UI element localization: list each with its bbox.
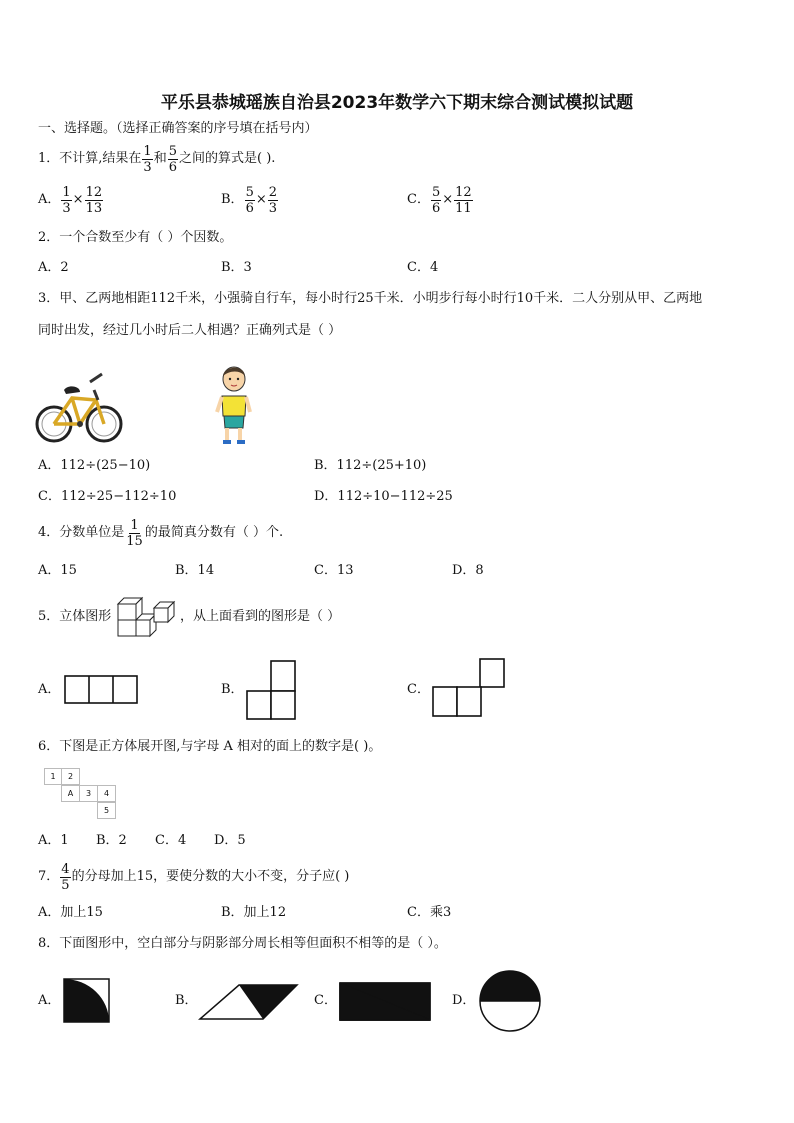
net-cell: 1 [44,768,62,785]
q7-option-c[interactable]: C．乘3 [407,905,452,920]
q3-option-b[interactable]: B．112÷(25+10) [314,458,427,473]
q4-fraction: $\frac{1}{15}$ [126,517,143,549]
q5-option-b-label[interactable]: B． [221,682,244,697]
q8-option-b-label[interactable]: B． [175,993,198,1008]
q5-option-a-label[interactable]: A． [38,682,61,697]
q8-option-d-label[interactable]: D． [452,993,476,1008]
question-4: 4．分数单位是 $\frac{1}{15}$ 的最简真分数有（ ）个. [38,517,284,549]
net-cell: 5 [97,802,116,819]
question-5-prompt: ，从上面看到的图形是（ ） [180,609,341,624]
q3-option-c[interactable]: C．112÷25−112÷10 [38,489,177,504]
bicycle-illustration [36,368,124,446]
q8-option-b-figure[interactable] [199,983,299,1021]
q8-option-c-label[interactable]: C． [314,993,337,1008]
q5-option-a-figure[interactable] [64,675,139,705]
q5-option-c-figure[interactable] [431,657,507,719]
boy-illustration [212,364,256,446]
q8-option-a-figure[interactable] [63,978,111,1024]
question-3-line-2: 同时出发，经过几小时后二人相遇？正确列式是（ ） [38,323,342,338]
q1-fraction-1: $\frac{1}{3}$ [143,143,152,175]
q4-option-a[interactable]: A．15 [38,563,77,578]
net-cell: A [61,785,80,802]
question-7: 7． $\frac{4}{5}$ 的分母加上15，要使分数的大小不变，分子应( ) [38,861,350,893]
cube-net [44,768,116,822]
q8-option-d-figure[interactable] [477,970,543,1034]
question-5-stem: 5．立体图形 [38,609,112,624]
q7-option-a[interactable]: A．加上15 [38,905,103,920]
net-cell: 3 [79,785,98,802]
q1-fraction-2: $\frac{5}{6}$ [168,143,177,175]
q2-option-a[interactable]: A．2 [38,260,69,275]
q4-option-d[interactable]: D．8 [452,563,484,578]
net-cell: 2 [61,768,80,785]
question-3-line-1: 3．甲、乙两地相距112千米，小强骑自行车，每小时行25千米．小明步行每小时行10千米．二人分别从甲、乙两地 [38,291,703,306]
q1-stem: 1．不计算,结果在 [38,151,142,166]
q3-option-d[interactable]: D．112÷10−112÷25 [314,489,453,504]
q2-option-b[interactable]: B．3 [221,260,252,275]
q1-option-b[interactable]: B． $\frac{5}{6}$ × $\frac{2}{3}$ [221,184,278,216]
question-1: 1．不计算,结果在 $\frac{1}{3}$ 和 $\frac{5}{6}$ 之间的算式是( ). [38,143,276,175]
q6-option-d[interactable]: D．5 [214,833,246,848]
question-6: 6．下图是正方体展开图,与字母 A 相对的面上的数字是( )。 [38,739,382,754]
section-heading: 一、选择题。（选择正确答案的序号填在括号内） [38,121,318,136]
q6-option-c[interactable]: C．4 [155,833,187,848]
q3-option-a[interactable]: A．112÷(25−10) [38,458,151,473]
q7-fraction: $\frac{4}{5}$ [61,861,70,893]
q6-option-b[interactable]: B．2 [96,833,127,848]
page-title: 平乐县恭城瑶族自治县2023年数学六下期末综合测试模拟试题 [160,93,634,113]
q8-option-c-shade [339,982,432,1022]
net-cell: 4 [97,785,116,802]
q2-option-c[interactable]: C．4 [407,260,439,275]
q1-option-c[interactable]: C． $\frac{5}{6}$ × $\frac{12}{11}$ [407,184,472,216]
q1-option-a[interactable]: A． $\frac{1}{3}$ × $\frac{12}{13}$ [38,184,103,216]
q5-option-b-figure[interactable] [245,660,297,722]
q8-option-a-label[interactable]: A． [38,993,61,1008]
q6-option-a[interactable]: A．1 [38,833,69,848]
q7-option-b[interactable]: B．加上12 [221,905,287,920]
question-8: 8．下面图形中，空白部分与阴影部分周长相等但面积不相等的是（ ）。 [38,936,447,951]
q4-option-b[interactable]: B．14 [175,563,215,578]
q5-option-c-label[interactable]: C． [407,682,430,697]
question-2: 2．一个合数至少有（ ）个因数。 [38,230,233,245]
q4-option-c[interactable]: C．13 [314,563,354,578]
q5-solid-figure [116,596,178,638]
